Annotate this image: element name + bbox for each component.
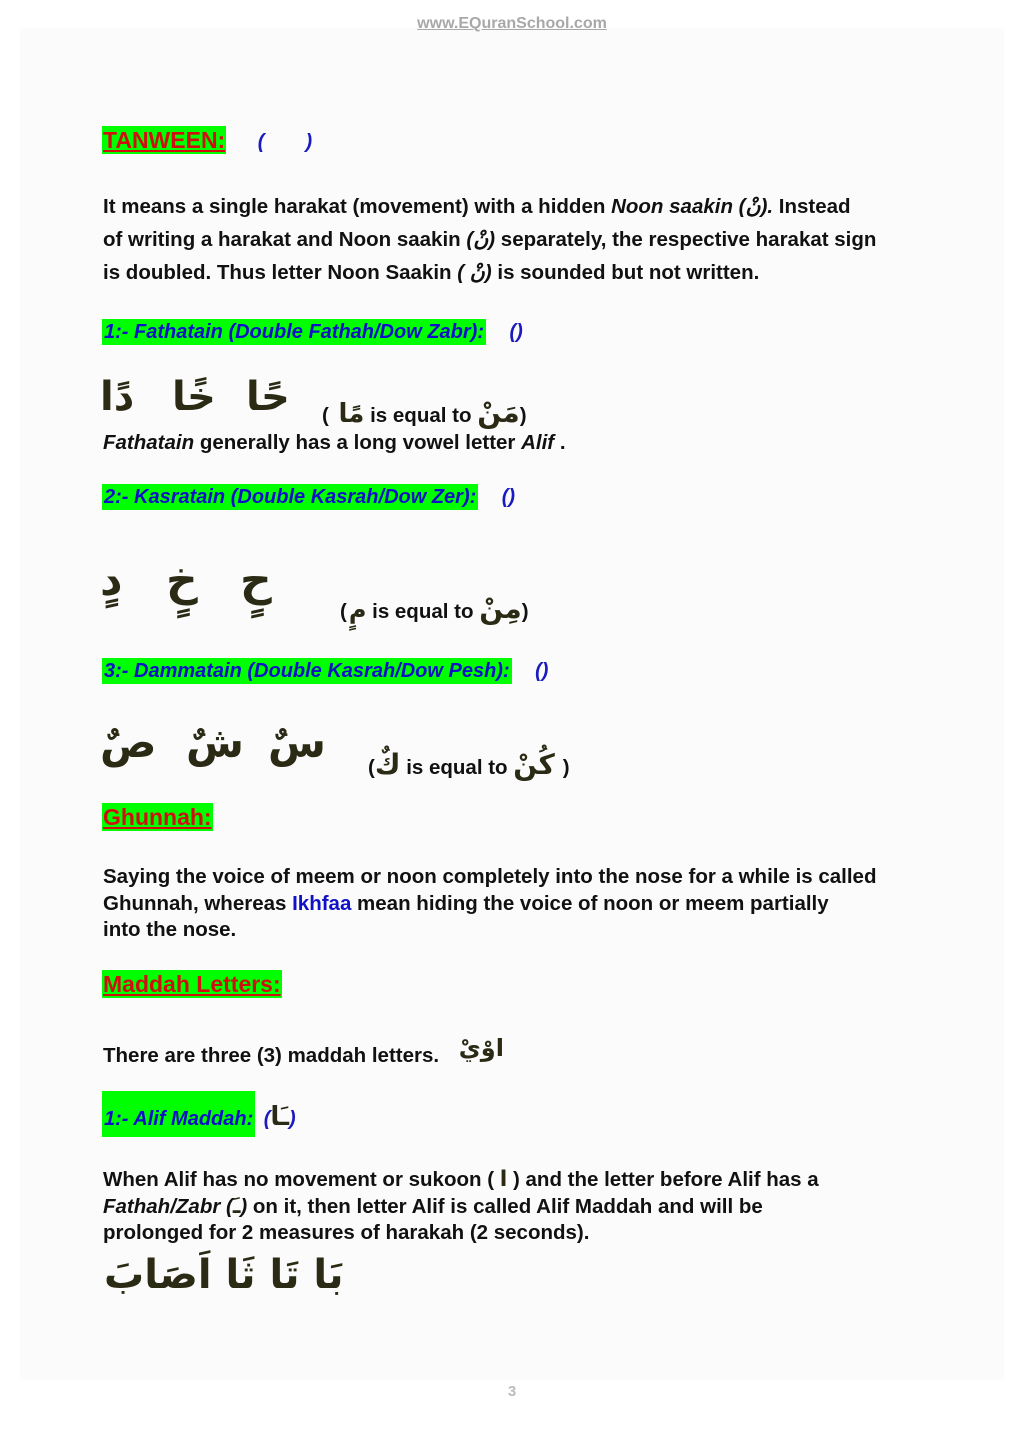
fathatain-symbol: (ً) bbox=[494, 321, 523, 343]
arabic-example: دٍ bbox=[100, 555, 123, 606]
dammatain-examples bbox=[100, 718, 340, 788]
dammatain-heading: 3:- Dammatain (Double Kasrah/Dow Pesh): bbox=[104, 660, 510, 682]
fathatain-equation: ( مًا is equal to مَنْ) bbox=[322, 396, 527, 429]
alif-maddah-paragraph: When Alif has no movement or sukoon ( ا ) and the letter before Alif has a Fathah/Zabr (ـَ) on it, then letter Alif is called Alif Maddah and will be prolonged for 2 measures of harakah (2 seconds). bbox=[103, 1167, 819, 1244]
maddah-heading: Maddah Letters: bbox=[103, 971, 281, 997]
arabic-example: صٌ bbox=[100, 718, 157, 767]
kasratain-symbol: (ٍ) bbox=[486, 486, 516, 508]
page-number: 3 bbox=[507, 1383, 517, 1400]
alif-maddah-heading-row bbox=[102, 1091, 296, 1137]
arabic-example: مٍ bbox=[348, 596, 367, 624]
arabic-example: سٌ bbox=[268, 718, 326, 767]
tanween-heading: TANWEEN: bbox=[103, 127, 226, 153]
arabic-example: خًا bbox=[172, 374, 216, 420]
arabic-example: حًا bbox=[246, 374, 290, 420]
arabic-example: حٍ bbox=[240, 555, 272, 606]
fathatain-note: Fathatain generally has a long vowel letter Alif . bbox=[103, 431, 566, 454]
ghunnah-heading: Ghunnah: bbox=[103, 804, 212, 830]
ghunnah-paragraph: Saying the voice of meem or noon completely into the nose for a while is called Ghunnah, whereas Ikhfaa mean hiding the voice of noon or meem partially into the nose. bbox=[103, 865, 877, 941]
tanween-line-1: It means a single harakat (movement) with a hidden Noon saakin (نْ). Instead bbox=[103, 195, 851, 218]
tanween-line-2: of writing a harakat and Noon saakin (نْ) separately, the respective harakat sign bbox=[103, 228, 877, 251]
alif-maddah-symbol: (ـَا) bbox=[263, 1102, 296, 1132]
arabic-example: خٍ bbox=[166, 555, 198, 606]
fathatain-examples bbox=[100, 374, 315, 434]
arabic-example: شٌ bbox=[186, 718, 244, 767]
arabic-example: كُنْ bbox=[513, 748, 555, 781]
kasratain-examples bbox=[100, 555, 320, 635]
maddah-letters: اوْيْ bbox=[458, 1034, 504, 1062]
ikhfaa-term: Ikhfaa bbox=[292, 891, 352, 915]
dammatain-equation: (كٌ is equal to كُنْ ) bbox=[368, 748, 570, 781]
arabic-example: كٌ bbox=[374, 748, 401, 781]
alif-maddah-examples: بَا تَا ثَا اَصَابَ bbox=[104, 1252, 344, 1298]
tanween-section bbox=[102, 126, 312, 154]
dammatain-symbol: (ٌ) bbox=[520, 660, 549, 682]
maddah-intro: There are three (3) maddah letters. اوْيْ bbox=[103, 1034, 504, 1067]
fathatain-heading: 1:- Fathatain (Double Fathah/Dow Zabr): bbox=[104, 321, 484, 343]
kasratain-equation: (مٍ is equal to مِنْ) bbox=[340, 592, 529, 625]
maddah-heading-row bbox=[102, 970, 282, 998]
kasratain-heading: 2:- Kasratain (Double Kasrah/Dow Zer): bbox=[104, 486, 477, 508]
tanween-symbols: (ً ٍ ٌ) bbox=[242, 131, 313, 153]
site-url-link[interactable]: www.EQuranSchool.com bbox=[417, 15, 607, 32]
kasratain-heading-row bbox=[102, 483, 515, 511]
noon-saakin-symbol: ( نْ) bbox=[457, 261, 492, 284]
fathatain-heading-row bbox=[102, 318, 523, 346]
ghunnah-heading-row bbox=[102, 803, 213, 831]
tanween-line-3: is doubled. Thus letter Noon Saakin ( نْ) is sounded but not written. bbox=[103, 261, 760, 284]
arabic-example: مًا bbox=[338, 399, 365, 429]
dammatain-heading-row bbox=[102, 657, 548, 685]
arabic-example: مِنْ bbox=[479, 592, 522, 625]
noon-saakin-symbol: (نْ). bbox=[732, 195, 774, 218]
arabic-example: دًا bbox=[100, 374, 135, 420]
noon-saakin-symbol: (نْ) bbox=[466, 228, 496, 251]
arabic-example: مَنْ bbox=[477, 396, 520, 429]
tanween-paragraph bbox=[103, 190, 876, 289]
alif-maddah-heading: 1:- Alif Maddah: bbox=[102, 1091, 255, 1137]
